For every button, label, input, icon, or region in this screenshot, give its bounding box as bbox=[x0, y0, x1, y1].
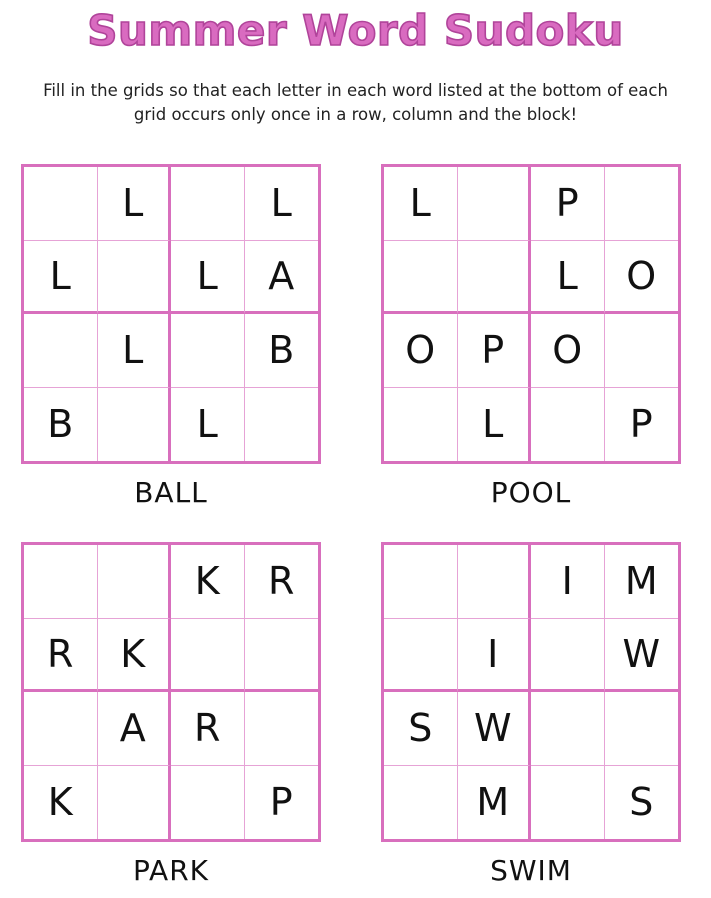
grid-cell[interactable] bbox=[171, 619, 245, 693]
grid-cell[interactable] bbox=[171, 167, 245, 241]
grid-cell[interactable] bbox=[384, 241, 458, 315]
grid-cell[interactable]: L bbox=[98, 167, 172, 241]
grid-cell[interactable]: B bbox=[24, 388, 98, 462]
grid-cell[interactable]: S bbox=[384, 692, 458, 766]
grid-cell[interactable] bbox=[605, 314, 679, 388]
grid-cell[interactable] bbox=[245, 692, 319, 766]
grid-cell[interactable]: W bbox=[605, 619, 679, 693]
puzzle-swim bbox=[381, 542, 681, 887]
grid-cell[interactable] bbox=[98, 241, 172, 315]
grid-cell[interactable]: L bbox=[171, 241, 245, 315]
grid-cell[interactable]: M bbox=[605, 545, 679, 619]
grid-cell[interactable] bbox=[171, 314, 245, 388]
page-title: Summer Word Sudoku bbox=[87, 6, 624, 55]
grid-cell[interactable] bbox=[24, 167, 98, 241]
grid-cell[interactable]: K bbox=[171, 545, 245, 619]
grid-cell[interactable] bbox=[24, 545, 98, 619]
grid-cell[interactable]: P bbox=[531, 167, 605, 241]
grid-cell[interactable]: L bbox=[98, 314, 172, 388]
grid-cell[interactable] bbox=[605, 167, 679, 241]
grid-cell[interactable]: R bbox=[245, 545, 319, 619]
grid-cell[interactable]: K bbox=[24, 766, 98, 840]
grid-cell[interactable]: L bbox=[384, 167, 458, 241]
grid-cell[interactable] bbox=[384, 619, 458, 693]
grid-cell[interactable]: B bbox=[245, 314, 319, 388]
grid-cell[interactable]: O bbox=[384, 314, 458, 388]
grid-cell[interactable]: L bbox=[458, 388, 532, 462]
grid-cell[interactable] bbox=[605, 692, 679, 766]
grid-cell[interactable] bbox=[458, 545, 532, 619]
puzzle-word: BALL bbox=[134, 476, 208, 509]
grid-cell[interactable] bbox=[24, 314, 98, 388]
grid-cell[interactable]: L bbox=[24, 241, 98, 315]
grid-cell[interactable]: P bbox=[458, 314, 532, 388]
grid-cell[interactable] bbox=[384, 766, 458, 840]
grid-cell[interactable] bbox=[458, 167, 532, 241]
grid-cell[interactable] bbox=[245, 619, 319, 693]
sudoku-grid bbox=[21, 164, 321, 464]
grid-cell[interactable]: L bbox=[171, 388, 245, 462]
puzzle-word: SWIM bbox=[490, 854, 572, 887]
grid-cell[interactable]: R bbox=[24, 619, 98, 693]
grid-cell[interactable]: I bbox=[458, 619, 532, 693]
puzzle-word: POOL bbox=[490, 476, 572, 509]
sudoku-grid bbox=[381, 164, 681, 464]
grid-cell[interactable]: O bbox=[531, 314, 605, 388]
grid-cell[interactable] bbox=[98, 388, 172, 462]
sudoku-grid bbox=[21, 542, 321, 842]
puzzle-word: PARK bbox=[132, 854, 210, 887]
grid-cell[interactable] bbox=[531, 619, 605, 693]
sudoku-grid bbox=[381, 542, 681, 842]
puzzle-pool bbox=[381, 164, 681, 509]
grid-cell[interactable]: M bbox=[458, 766, 532, 840]
grid-cell[interactable] bbox=[531, 692, 605, 766]
grid-cell[interactable]: K bbox=[98, 619, 172, 693]
grid-cell[interactable]: P bbox=[269, 780, 293, 825]
grid-cell[interactable]: I bbox=[531, 545, 605, 619]
grid-cell[interactable]: O bbox=[605, 241, 679, 315]
grid-cell[interactable]: A bbox=[245, 241, 319, 315]
grid-cell[interactable] bbox=[531, 388, 605, 462]
grid-cell[interactable] bbox=[24, 692, 98, 766]
grid-cell[interactable] bbox=[531, 766, 605, 840]
grid-cell[interactable]: A bbox=[98, 692, 172, 766]
grid-cell[interactable] bbox=[171, 766, 245, 840]
grid-cell[interactable]: W bbox=[458, 692, 532, 766]
grid-cell[interactable] bbox=[98, 766, 172, 840]
grid-cell[interactable] bbox=[98, 545, 172, 619]
grid-cell[interactable]: L bbox=[245, 167, 319, 241]
instructions-text: Fill in the grids so that each letter in each word listed at the bottom of each grid occurs only once in a row, column and the block! bbox=[43, 81, 668, 124]
puzzle-ball bbox=[21, 164, 321, 509]
puzzle-park bbox=[21, 542, 321, 887]
grid-cell[interactable] bbox=[245, 388, 319, 462]
grid-cell[interactable]: S bbox=[629, 780, 654, 825]
grid-cell[interactable]: R bbox=[171, 692, 245, 766]
grid-cell[interactable] bbox=[458, 241, 532, 315]
grid-cell[interactable] bbox=[384, 388, 458, 462]
grid-cell[interactable]: P bbox=[629, 402, 653, 447]
grid-cell[interactable] bbox=[384, 545, 458, 619]
grid-cell[interactable]: L bbox=[531, 241, 605, 315]
